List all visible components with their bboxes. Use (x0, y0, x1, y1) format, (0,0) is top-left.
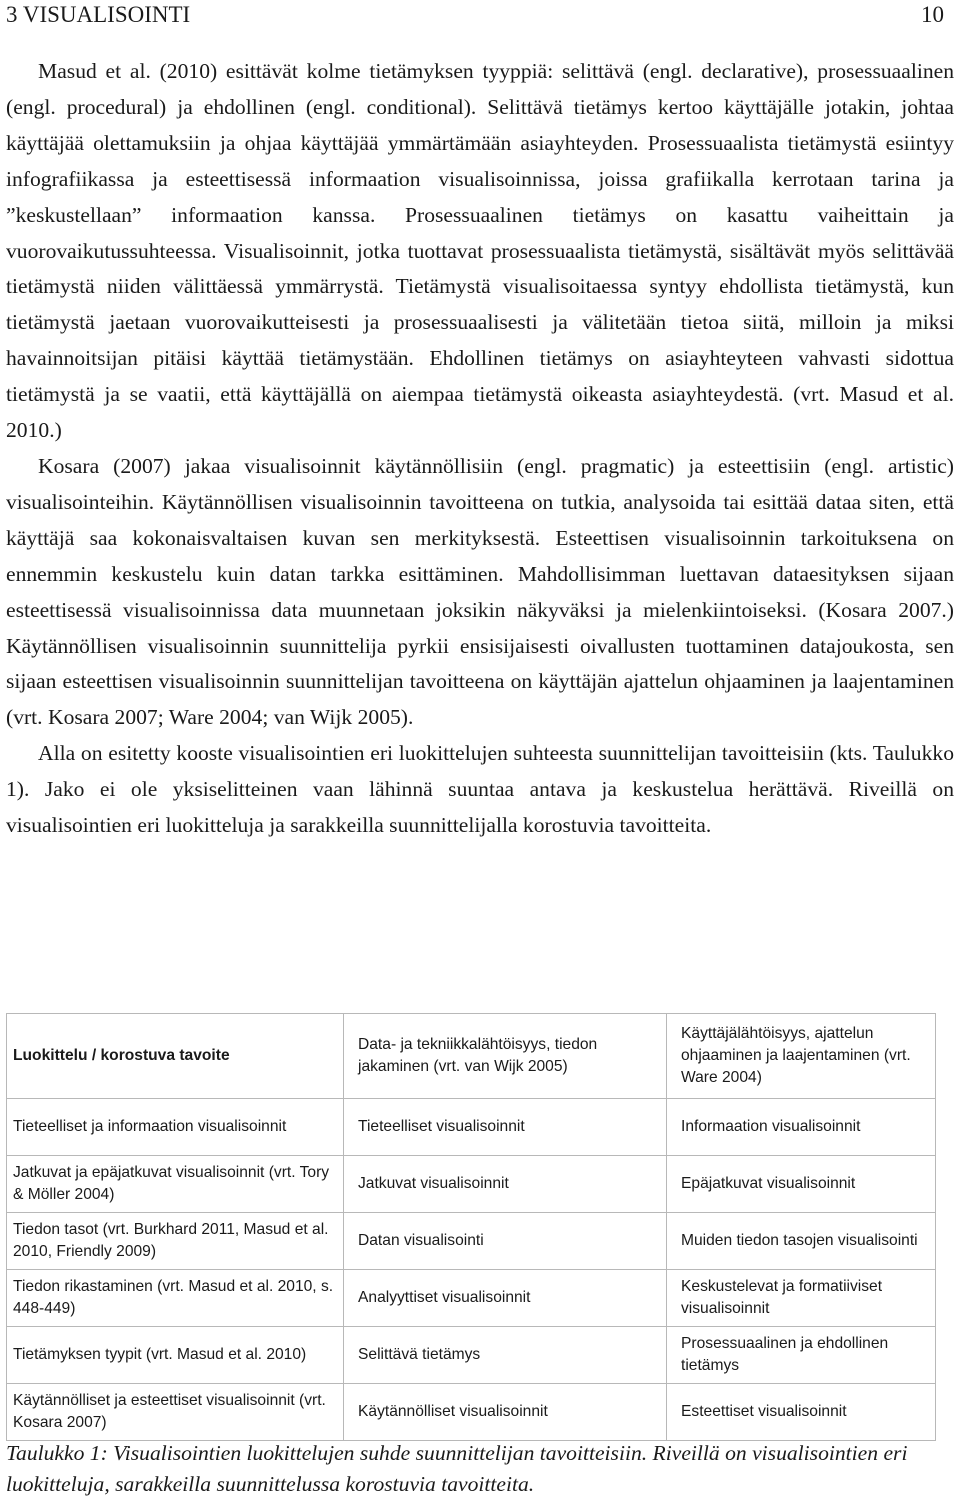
table-header-cell: Luokittelu / korostuva tavoite (7, 1014, 344, 1099)
table-cell: Keskustelevat ja formatiiviset visualisoinnit (667, 1270, 936, 1327)
table-cell: Analyyttiset visualisoinnit (344, 1270, 667, 1327)
table-header-cell: Käyttäjälähtöisyys, ajattelun ohjaaminen ja laajentaminen (vrt. Ware 2004) (667, 1014, 936, 1099)
table-cell: Tiedon rikastaminen (vrt. Masud et al. 2010, s. 448-449) (7, 1270, 344, 1327)
table-header-cell: Data- ja tekniikkalähtöisyys, tiedon jakaminen (vrt. van Wijk 2005) (344, 1014, 667, 1099)
chapter-title: 3 VISUALISOINTI (6, 2, 191, 27)
table-row (7, 1099, 936, 1156)
page-number: 10 (921, 2, 944, 27)
table-cell: Käytännölliset visualisoinnit (344, 1384, 667, 1441)
paragraph: Kosara (2007) jakaa visualisoinnit käytännöllisiin (engl. pragmatic) ja esteettisiin (engl. artistic) visualisointeihin. Käytännöllisen visualisoinnin tavoitteena on tutkia, analysoida tai esittää dataa siten, että käyttäjä saa kokonaisvaltaisen kuvan sen merkityksestä. Esteettisen visualisoinnin tarkoituksena on ennemmin keskustelu kuin datan tarkka esittäminen. Mahdollisimman luettavan dataesityksen sijaan esteettisessä visualisoinnissa data muunnetaan joksikin näkyväksi ja mielenkiintoiseksi. (Kosara 2007.) Käytännöllisen visualisoinnin suunnittelija pyrkii ensisijaisesti oivallusten tuottaminen datajoukosta, sen sijaan esteettisen visualisoinnin suunnittelijan tavoitteena on käyttäjän ajattelun ohjaaminen ja laajentaminen (vrt. Kosara 2007; Ware 2004; van Wijk 2005). (6, 453, 954, 730)
table-cell: Informaation visualisoinnit (667, 1099, 936, 1156)
page-header (6, 0, 944, 34)
table-cell: Jatkuvat visualisoinnit (344, 1156, 667, 1213)
table-cell: Esteettiset visualisoinnit (667, 1384, 936, 1441)
table-row (7, 1270, 936, 1327)
table-cell: Käytännölliset ja esteettiset visualisoinnit (vrt. Kosara 2007) (7, 1384, 344, 1441)
body-text (6, 54, 954, 844)
table-cell: Tiedon tasot (vrt. Burkhard 2011, Masud et al. 2010, Friendly 2009) (7, 1213, 344, 1270)
table-row (7, 1156, 936, 1213)
table-header-row (7, 1014, 936, 1099)
table-row (7, 1327, 936, 1384)
paragraph: Masud et al. (2010) esittävät kolme tietämyksen tyyppiä: selittävä (engl. declarative), prosessuaalinen (engl. procedural) ja ehdollinen (engl. conditional). Selittävä tietämys kertoo käyttäjälle jotakin, johtaa käyttäjää olettamuksiin ja ohjaa käyttäjää ymmärtämään asiayhteyden. Prosessuaalista tietämystä esiintyy infografiikassa ja esteettisessä informaation visualisoinnissa, joissa grafiikalla kerrotaan tarina ja ”keskustellaan” informaation kanssa. Prosessuaalinen tietämys on kasattu vaiheittain ja vuorovaikutussuhteessa. Visualisoinnit, jotka tuottavat prosessuaalista tietämystä, sisältävät myös selittävää tietämystä niiden välittäessä ymmärrystä. Tietämystä visualisoitaessa syntyy ehdollista tietämystä, kun tietämystä jaetaan vuorovaikutteisesti ja prosessuaalisesti ja välitetään tietoa siitä, milloin ja miksi havainnoitsijan pitäisi käyttää tietämystään. Ehdollinen tietämys on asiayhteyteen vahvasti sidottua tietämystä ja se vaatii, että käyttäjällä on aiempaa tietämystä oikeasta asiayhteydestä. (vrt. Masud et al. 2010.) (6, 59, 954, 443)
table-cell: Tieteelliset visualisoinnit (344, 1099, 667, 1156)
table-cell: Tietämyksen tyypit (vrt. Masud et al. 2010) (7, 1327, 344, 1384)
table-cell: Datan visualisointi (344, 1213, 667, 1270)
table-row (7, 1213, 936, 1270)
table-cell: Epäjatkuvat visualisoinnit (667, 1156, 936, 1213)
table-cell: Tieteelliset ja informaation visualisoinnit (7, 1099, 344, 1156)
paragraph: Alla on esitetty kooste visualisointien eri luokittelujen suhteesta suunnittelijan tavoitteisiin (kts. Taulukko 1). Jako ei ole yksiselitteinen vaan lähinnä suuntaa antava ja keskustelua herättävä. Riveillä on visualisointien eri luokitteluja ja sarakkeilla suunnittelijalla korostuvia tavoitteita. (6, 741, 954, 838)
table-cell: Selittävä tietämys (344, 1327, 667, 1384)
classification-table (6, 1013, 936, 1441)
table-row (7, 1384, 936, 1441)
table-cell: Prosessuaalinen ja ehdollinen tietämys (667, 1327, 936, 1384)
table-cell: Muiden tiedon tasojen visualisointi (667, 1213, 936, 1270)
table-cell: Jatkuvat ja epäjatkuvat visualisoinnit (vrt. Tory & Möller 2004) (7, 1156, 344, 1213)
table-caption: Taulukko 1: Visualisointien luokittelujen suhde suunnittelijan tavoitteisiin. Riveillä on visualisointien eri luokitteluja, sarakkeilla suunnittelussa korostuvia tavoitteita. (6, 1441, 908, 1496)
